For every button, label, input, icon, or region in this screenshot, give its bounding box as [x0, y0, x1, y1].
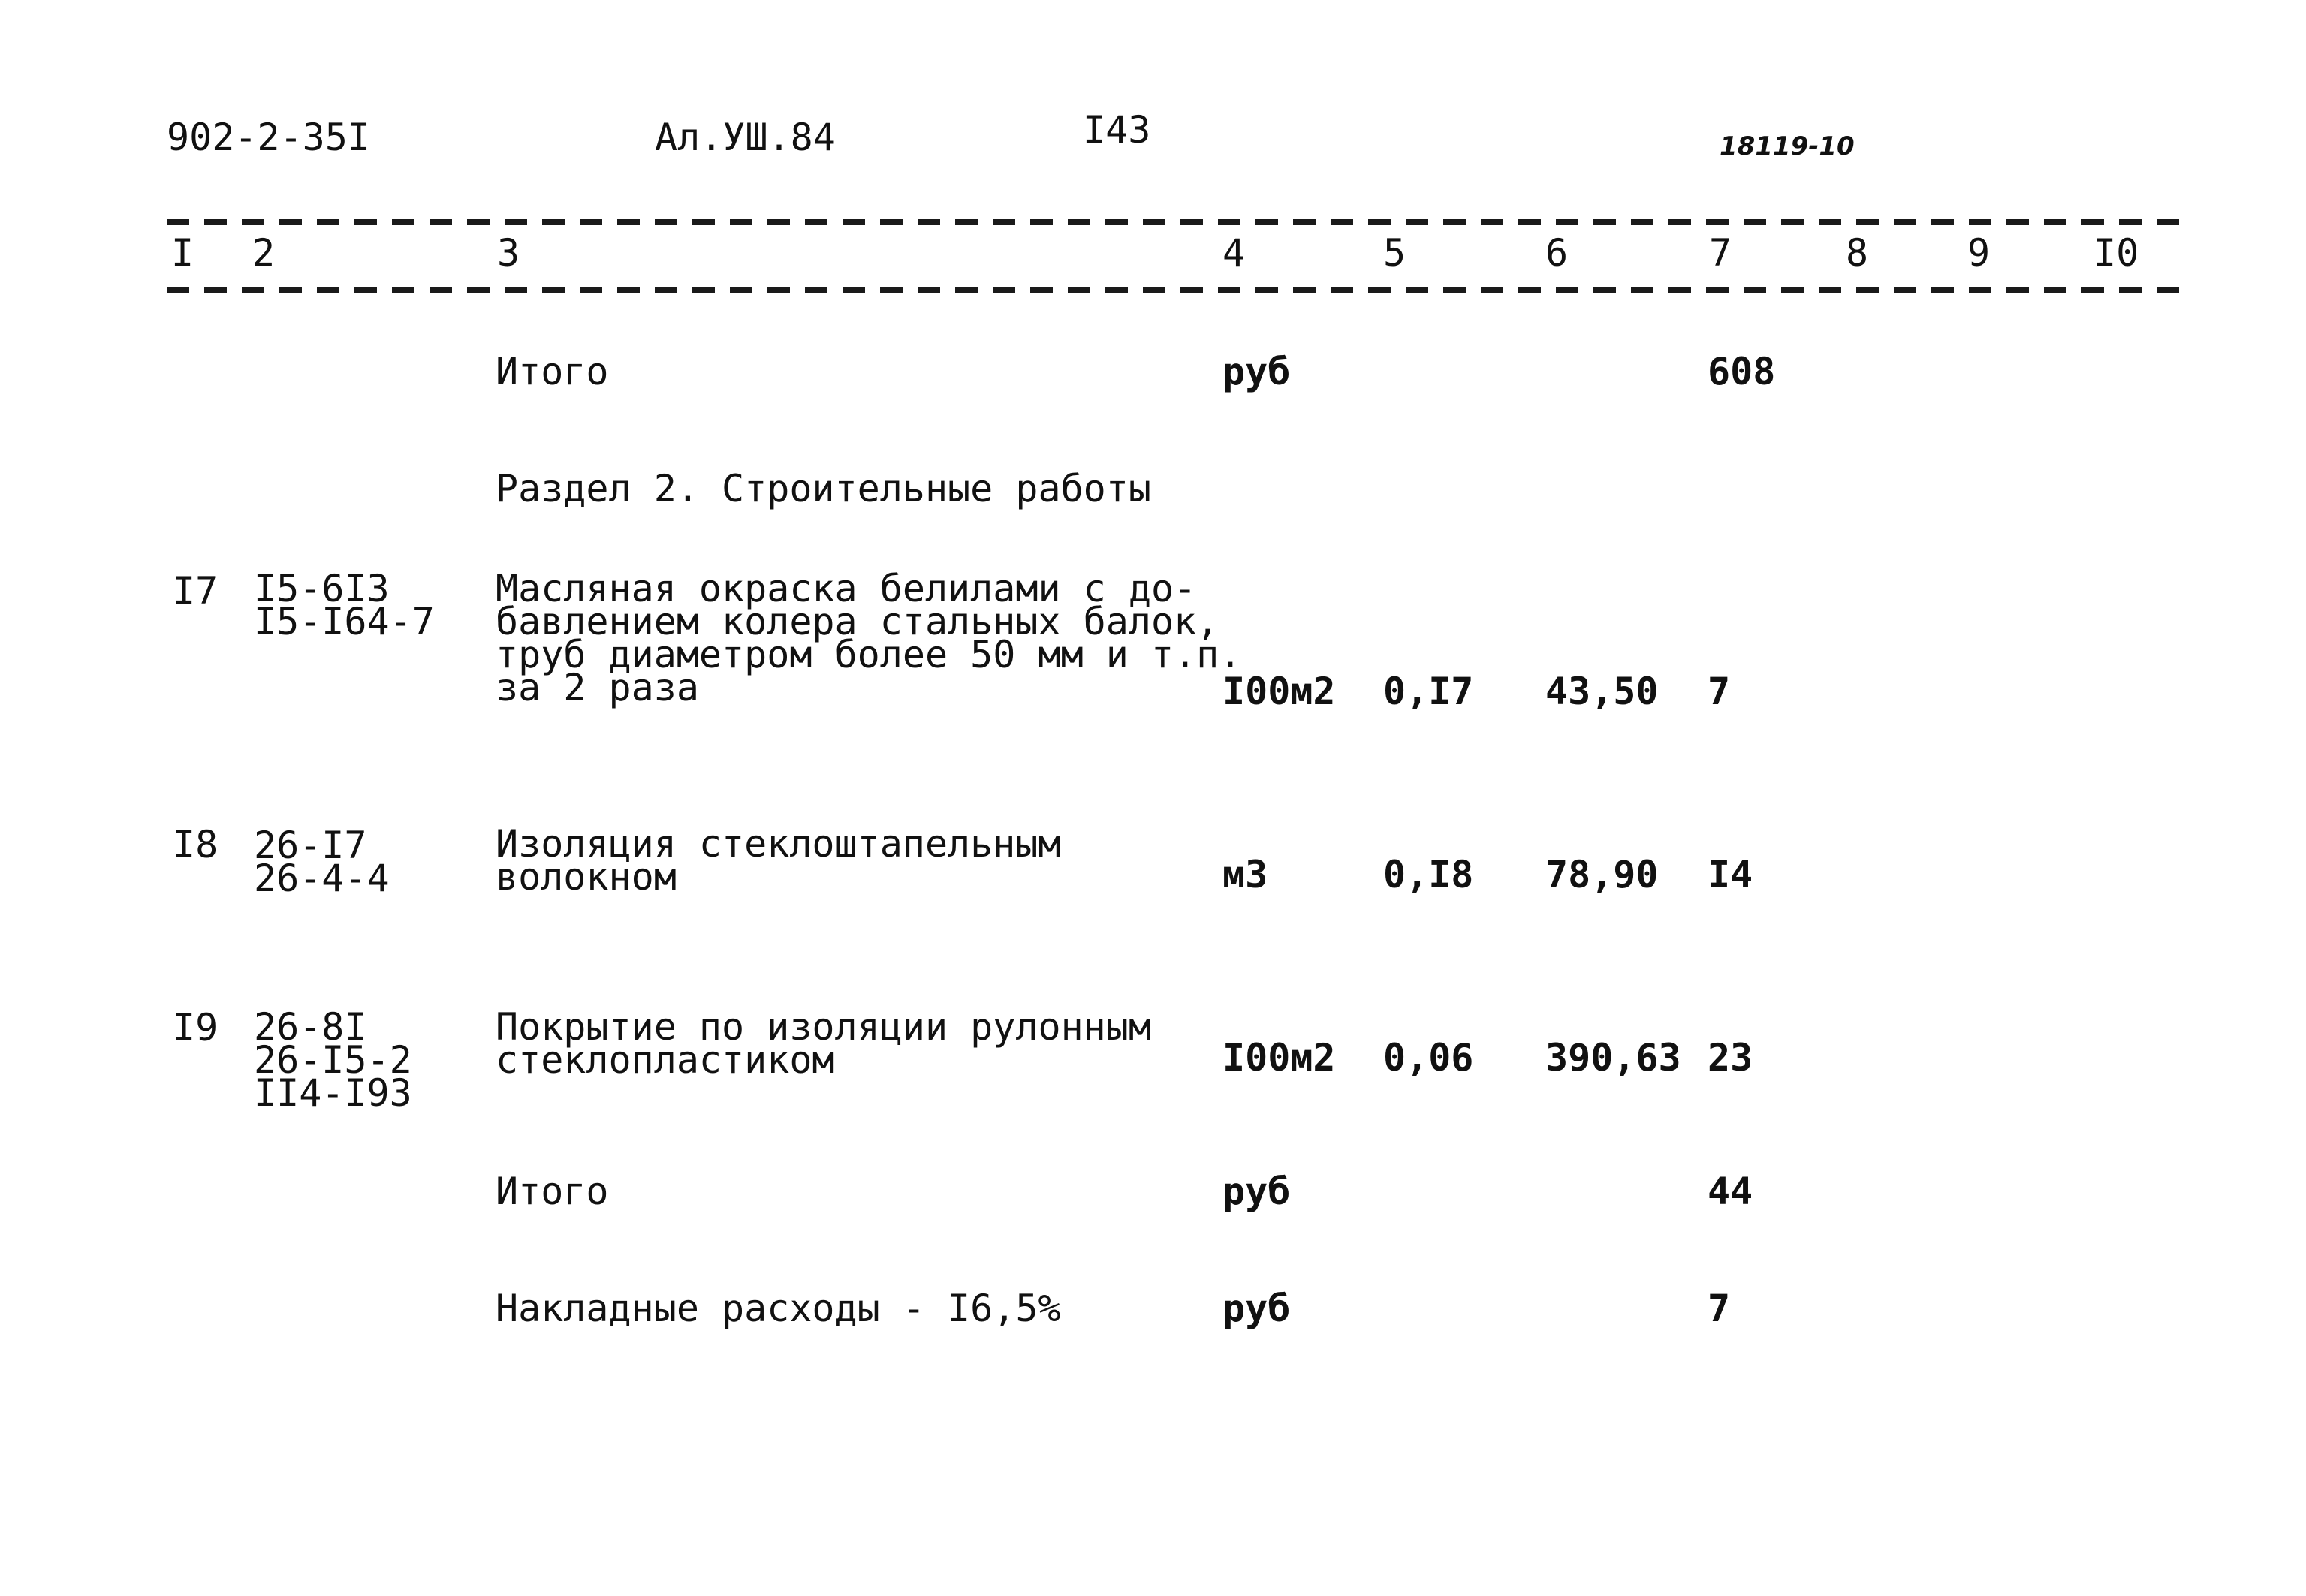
- quantity: 0,I7: [1383, 670, 1474, 713]
- unit-price: 390,63: [1545, 1036, 1681, 1080]
- column-header-2: 2: [252, 231, 276, 275]
- column-header-1: I: [171, 231, 194, 275]
- album-number: Ал.УШ.84: [655, 116, 836, 159]
- document-code: 902-2-35I: [167, 116, 370, 159]
- overhead-amount: 7: [1708, 1287, 1731, 1330]
- work-description: труб диаметром более 50 мм и т.п.: [496, 633, 1242, 676]
- page-number: I43: [1083, 108, 1151, 152]
- overhead-label: Накладные расходы - I6,5%: [496, 1287, 1061, 1330]
- column-header-3: 3: [497, 231, 520, 275]
- cost: 7: [1708, 670, 1731, 713]
- quantity: 0,06: [1383, 1036, 1474, 1080]
- rate-code: 26-4-4: [254, 857, 390, 900]
- unit: м3: [1222, 853, 1268, 896]
- column-header-9: 9: [1967, 231, 1991, 275]
- total-label: Итого: [496, 350, 609, 393]
- cost: 23: [1708, 1036, 1753, 1080]
- rate-code: I5-I64-7: [254, 600, 435, 643]
- column-header-7: 7: [1709, 231, 1732, 275]
- total-amount: 44: [1708, 1170, 1753, 1213]
- column-header-4: 4: [1222, 231, 1246, 275]
- header-rule-top: [167, 219, 2184, 225]
- unit: I00м2: [1222, 1036, 1336, 1080]
- work-description: Изоляция стеклоштапельным: [496, 822, 1061, 866]
- total-amount: 608: [1708, 350, 1776, 393]
- row-number: I7: [173, 569, 219, 613]
- column-header-6: 6: [1545, 231, 1569, 275]
- unit: I00м2: [1222, 670, 1336, 713]
- total-label: Итого: [496, 1170, 609, 1213]
- row-number: I9: [173, 1006, 219, 1049]
- section-heading: Раздел 2. Строительные работы: [496, 467, 1151, 510]
- rate-code: II4-I93: [254, 1071, 412, 1115]
- rate-code: 26-8I: [254, 1005, 367, 1049]
- cost: I4: [1708, 853, 1753, 896]
- rate-code: 26-I5-2: [254, 1038, 412, 1082]
- overhead-unit: руб: [1222, 1287, 1291, 1330]
- work-description: за 2 раза: [496, 666, 699, 709]
- column-header-10: I0: [2093, 231, 2139, 275]
- total-unit: руб: [1222, 1170, 1291, 1213]
- work-description: стеклопластиком: [496, 1038, 835, 1082]
- work-description: Масляная окраска белилами с до-: [496, 567, 1197, 610]
- work-description: Покрытие по изоляции рулонным: [496, 1005, 1151, 1049]
- column-header-8: 8: [1846, 231, 1869, 275]
- work-description: бавлением колера стальных балок,: [496, 600, 1219, 643]
- unit-price: 43,50: [1545, 670, 1659, 713]
- handwritten-mark: 18119-10: [1720, 131, 1855, 161]
- unit-price: 78,90: [1545, 853, 1659, 896]
- row-number: I8: [173, 823, 219, 866]
- rate-code: I5-6I3: [254, 567, 390, 610]
- total-unit: руб: [1222, 350, 1291, 393]
- header-rule-bottom: [167, 287, 2184, 293]
- quantity: 0,I8: [1383, 853, 1474, 896]
- column-header-5: 5: [1383, 231, 1406, 275]
- work-description: волокном: [496, 855, 677, 899]
- rate-code: 26-I7: [254, 824, 367, 867]
